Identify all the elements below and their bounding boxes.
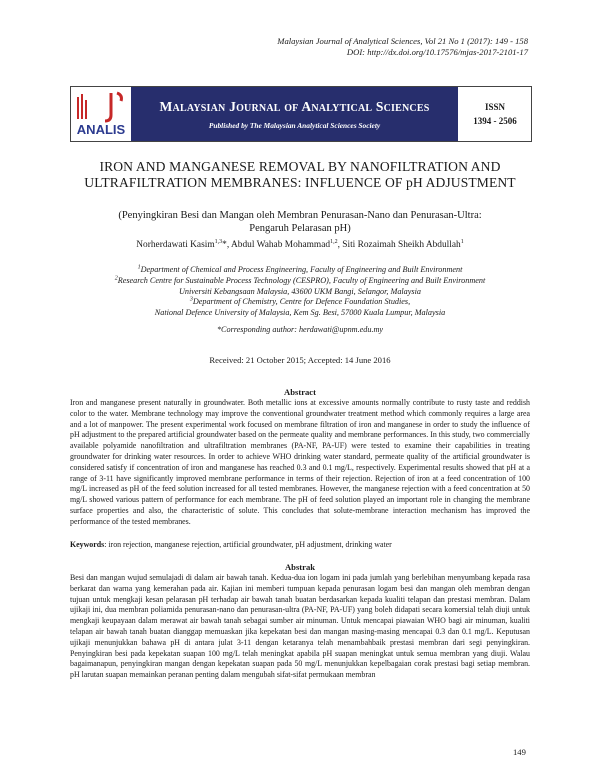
- author-affil-mark: 1: [460, 238, 464, 245]
- affiliation-line: [70, 287, 530, 298]
- issn-number: 1394 - 2506: [473, 116, 517, 126]
- affiliation-mark: 1: [137, 264, 141, 271]
- affiliations: [70, 265, 530, 319]
- journal-doi: DOI: http://dx.doi.org/10.17576/mjas-2017-2101-17: [346, 47, 528, 57]
- keywords-label: Keywords: [70, 540, 105, 549]
- paper-title-line: IRON AND MANGANESE REMOVAL BY NANOFILTRATION AND: [99, 159, 501, 174]
- affiliation-text: Department of Chemical and Process Engineering, Faculty of Engineering and Built Environment: [140, 265, 463, 274]
- abstrak-text: Besi dan mangan wujud semulajadi di dalam air bawah tanah. Kedua-dua ion logam ini pada jumlah yang berlebihan menyumbang kepada rasa berkarat dan warna yang kemerahan pada air. Kajian ini memberi tumpuan kepada penurasan logam besi dan mangan oleh membran dengan tujuan untuk mengkaji kesan pelarasan pH terhadap air bawah tanah buatan berdasarkan kepada kualiti telapan dan prestasi membran. Dalam ujikaji ini, dua membran poliamida penurasan-nano dan penurasan-ultra (PA-NF, PA-UF) yang boleh didapati secara komersial telah diuji untuk mengkaji keupayaan dalam merawat air bawah tanah sebagai sumber air minuman. Untuk mencapai piawaian WHO bagi air minuman, kualiti telapan air bawah tanah buatan dianggap memuaskan jika kepekatan besi dan mangan masing-masing mencapai 0.3 dan 0.1 mg/L. Keputusan ujikaji menunjukkan bahawa pH di antara julat 3-11 dengan ketaranya telah menambahbaik prestasi membran dari segi penyingkiran. Penyingkiran besi pada kepekatan suapan 100 mg/L telah meningkat apabila pH suapan meningkat untuk semua membran yang diuji. Walau bagaimanapun, penyingkiran mangan dengan kepekatan suapan pada 50 mg/L menunjukkan kepelbagaian corak prestasi bagi setiap membran. pH larutan suapan memainkan peranan penting dalam mengubah sifat-sifat permukaan membran: [70, 573, 530, 680]
- received-dates: Received: 21 October 2015; Accepted: 14 June 2016: [209, 355, 391, 365]
- paper-title-line: ULTRAFILTRATION MEMBRANES: INFLUENCE OF pH ADJUSTMENT: [84, 175, 516, 190]
- paper-title: [70, 159, 530, 191]
- issn-box: [459, 87, 531, 141]
- affiliation-line: [70, 265, 530, 276]
- author-separator: *,: [222, 240, 231, 250]
- affiliation-mark: 3: [189, 296, 193, 303]
- author-affil-mark: 1,3: [214, 238, 223, 245]
- logo-wordmark: ANALIS: [76, 122, 126, 137]
- author-affil-mark: 1,2: [330, 238, 338, 245]
- author-name: Abdul Wahab Mohammad: [231, 240, 331, 250]
- journal-citation: Malaysian Journal of Analytical Sciences, Vol 21 No 1 (2017): 149 - 158: [277, 36, 528, 46]
- keywords: [70, 540, 530, 549]
- journal-name: Malaysian Journal of Analytical Sciences: [159, 99, 430, 114]
- affiliation-text: Department of Chemistry, Centre for Defence Foundation Studies,: [192, 297, 411, 307]
- malay-title-line: (Penyingkiran Besi dan Mangan oleh Membran Penurasan-Nano dan Penurasan-Ultra:: [118, 210, 482, 221]
- author-name: Norherdawati Kasim: [136, 240, 215, 250]
- author-separator: ,: [337, 240, 343, 250]
- page-number: 149: [513, 747, 526, 757]
- affiliation-line: [70, 297, 530, 308]
- abstract-text: Iron and manganese present naturally in groundwater. Both metallic ions at excessive amounts normally contribute to rusty taste and reddish color to the water. Membrane technology may improve the conventional groundwater treatment method which commonly requires a large area and a lot of manpower. The present experimental work focused on membrane filtration of iron and manganese in order to study the influence of pH adjustment to the prepared artificial groundwater based on the permeate quality and membrane performances. In this study, two commercially available polyamide nanofiltration and ultrafiltration membranes (PA-NF, PA-UF) were tested to examine their capabilities in treating groundwater for drinking water resources. In order to achieve WHO drinking water standard, permeate quality of the artificial groundwater is considered satisfy if concentration of iron and manganese has reached 0.3 and 0.1 mg/L, respectively. Experimental results showed that pH at a range of 3-11 have significantly improved membrane performance in terms of their rejection. Rejection of iron at a feed concentration of 100 mg/L increased as pH of the feed solution increased for all tested membranes. However, the manganese rejection with a feed concentration at 50 mg/L showed various pattern of performance for each membrane. The pH of feed solution played an important role in changing the membrane surface properties and also, the characteristic of solute. This concludes that solute-membrane interaction mechanism has improved the performance of the tested membranes.: [70, 398, 530, 526]
- abstract-heading: Abstract: [284, 387, 316, 397]
- affiliation-text: Universiti Kebangsaan Malaysia, 43600 UKM Bangi, Selangor, Malaysia: [179, 286, 421, 296]
- corresponding-author: *Corresponding author: herdawati@upnm.edu.my: [216, 325, 384, 334]
- affiliation-line: [70, 276, 530, 287]
- affiliation-text: National Defence University of Malaysia, Kem Sg. Besi, 57000 Kuala Lumpur, Malaysia: [154, 308, 446, 318]
- affiliation-line: [70, 308, 530, 319]
- journal-banner: [70, 86, 532, 142]
- author-list: [70, 239, 530, 252]
- issn-label: ISSN: [484, 102, 505, 112]
- author-name: Siti Rozaimah Sheikh Abdullah: [342, 240, 461, 250]
- malay-title-line: Pengaruh Pelarasan pH): [249, 223, 351, 234]
- abstrak-heading: Abstrak: [284, 562, 316, 572]
- keywords-list: : iron rejection, manganese rejection, artificial groundwater, pH adjustment, drinking water: [104, 540, 392, 549]
- affiliation-mark: 2: [114, 275, 118, 282]
- affiliation-text: Research Centre for Sustainable Process Technology (CESPRO), Faculty of Engineering and Built Environment: [117, 275, 486, 285]
- malay-title: [70, 209, 530, 235]
- analis-logo: [71, 87, 131, 141]
- journal-reference: [277, 36, 528, 58]
- banner-title-band: [131, 87, 458, 141]
- journal-publisher: Published by The Malaysian Analytical Sciences Society: [208, 121, 381, 130]
